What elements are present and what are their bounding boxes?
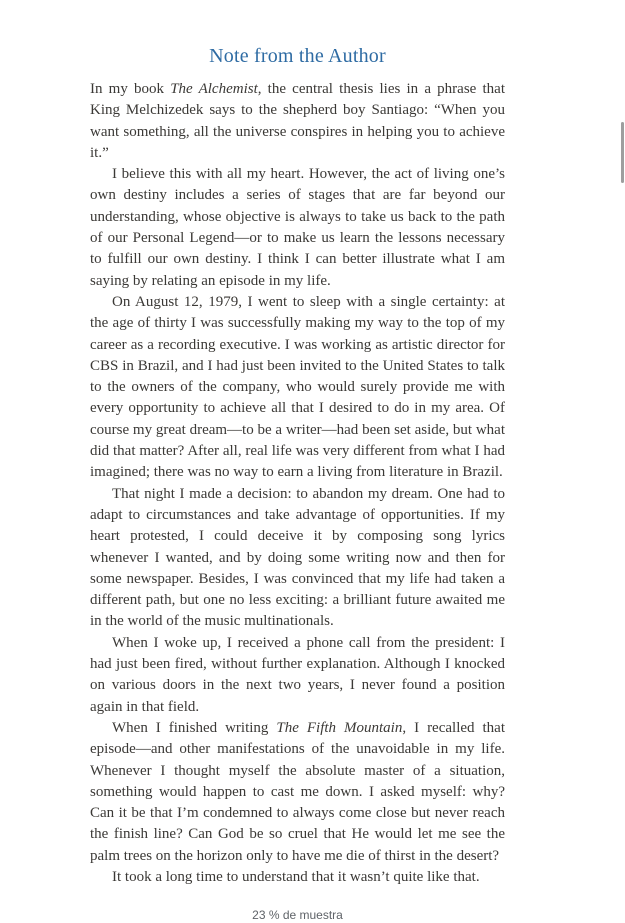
paragraph: It took a long time to understand that it wasn’t quite like that. xyxy=(112,868,480,885)
paragraph: I believe this with all my heart. However, the act of living one’s own destiny includes a series of stages that are far beyond our understanding, whose objective is always to take us back to the path of our Personal Legend—or to make us learn the lessons necessary to fulfill our own destiny. I think I can better illustrate what I am saying by relating an episode in my life. xyxy=(90,166,505,289)
paragraph: When I woke up, I received a phone call from the president: I had just been fired, without further explanation. Although I knocked on various doors in the next two years, I never found a position again in that field. xyxy=(90,634,505,715)
sample-progress-label: 23 % de muestra xyxy=(246,908,349,923)
book-title-italic: The Fifth Mountain xyxy=(276,719,403,736)
book-body-text xyxy=(90,79,505,888)
book-title-italic: The Alchemist xyxy=(170,81,258,97)
paragraph: On August 12, 1979, I went to sleep with a single certainty: at the age of thirty I was successfully making my way to the top of my career as a recording executive. I was working as artistic director for CBS in Brazil, and I had just been invited to the United States to talk to the owners of the company, who would surely provide me with every opportunity to achieve all that I desired to do in my area. Of course my great dream—to be a writer—had been set aside, but what did that matter? After all, real life was very different from what I had imagined; there was no way to earn a living from literature in Brazil. xyxy=(90,293,505,481)
paragraph: That night I made a decision: to abandon my dream. One had to adapt to circumstances and take advantage of opportunities. If my heart protested, I could deceive it by composing song lyrics whenever I wanted, and by doing some writing now and then for some newspaper. Besides, I was convinced that my life had taken a different path, but one no less exciting: a brilliant future awaited me in the world of the music multinationals. xyxy=(90,485,505,630)
scrollbar-thumb[interactable] xyxy=(621,122,624,183)
chapter-title: Note from the Author xyxy=(209,45,386,68)
paragraph: In my book The Alchemist, the central thesis lies in a phrase that King Melchizedek says to the shepherd boy Santiago: “When you want something, all the universe conspires in helping you to achieve it.” xyxy=(90,81,505,161)
paragraph: When I finished writing The Fifth Mountain, I recalled that episode—and other manifestations of the unavoidable in my life. Whenever I thought myself the absolute master of a situation, something would happen to cast me down. I asked myself: why? Can it be that I’m condemned to always come close but never reach the finish line? Can God be so cruel that He would let me see the palm trees on the horizon only to have me die of thirst in the desert? xyxy=(90,719,506,864)
